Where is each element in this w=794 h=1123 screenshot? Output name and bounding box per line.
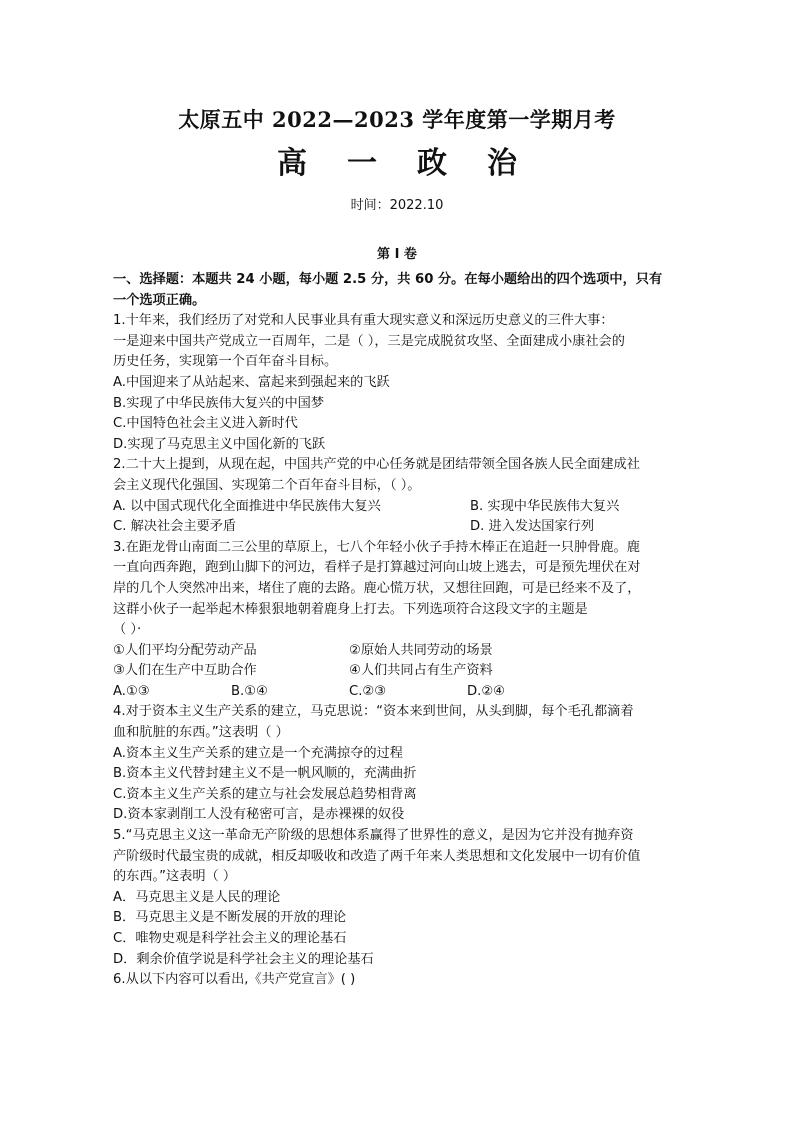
question-3-option: B.①④ — [231, 683, 268, 699]
question-2-option: C. 解决社会主要矛盾 — [113, 519, 237, 535]
question-2-stem: 会主义现代化强国、实现第二个百年奋斗目标，（ ）。 — [113, 477, 421, 493]
question-1-stem: 历史任务，实现第一个百年奋斗目标。 — [113, 354, 338, 370]
question-2-options-row — [113, 497, 686, 518]
question-5-stem: 5.“马克思主义这一革命无产阶级的思想体系赢得了世界性的意义，是因为它并没有抛弃资 — [113, 828, 634, 844]
question-4-option: C.资本主义生产关系的建立与社会发展总趋势相背离 — [113, 786, 417, 802]
subject-title — [0, 138, 794, 182]
subject-char: 一 — [347, 146, 377, 181]
question-4-stem: 4.对于资本主义生产关系的建立，马克思说：“资本来到世间，从头到脚，每个毛孔都滴着 — [113, 704, 634, 720]
question-5-stem: 的东西。”这表明（ ） — [113, 869, 237, 885]
exam-content — [113, 270, 686, 991]
question-4-option: B.资本主义代替封建主义不是一帆风顺的，充满曲折 — [113, 766, 417, 782]
question-5-option: C．唯物史观是科学社会主义的理论基石 — [113, 931, 347, 946]
question-4-option: A.资本主义生产关系的建立是一个充满掠夺的过程 — [113, 745, 403, 761]
question-2-option: A. 以中国式现代化全面推进中华民族伟大复兴 — [113, 498, 381, 514]
question-3-items-row — [113, 661, 686, 682]
question-5-option: A．马克思主义是人民的理论 — [113, 889, 281, 905]
question-2-option: B. 实现中华民族伟大复兴 — [470, 498, 620, 514]
question-2-option: D. 进入发达国家行列 — [470, 519, 595, 535]
question-4-stem: 血和肮脏的东西。”这表明（ ） — [113, 725, 289, 741]
question-5-option: D．剩余价值学说是科学社会主义的理论基石 — [113, 951, 374, 967]
question-3-option: C.②③ — [349, 683, 387, 699]
question-3-option: D.②④ — [467, 683, 505, 699]
question-1-stem: 一是迎来中国共产党成立一百周年，二是（ ），三是完成脱贫攻坚、全面建成小康社会的 — [113, 333, 625, 349]
subject-char: 高 — [277, 146, 307, 181]
question-1-stem: 1.十年来，我们经历了对党和人民事业具有重大现实意义和深远历史意义的三件大事： — [113, 313, 614, 329]
question-3-item: ①人们平均分配劳动产品 — [113, 642, 257, 658]
question-5-option: B．马克思主义是不断发展的开放的理论 — [113, 910, 347, 926]
subject-char: 政 — [417, 146, 447, 181]
question-4-option: D.资本家剥削工人没有秘密可言，是赤裸裸的奴役 — [113, 807, 405, 823]
question-3-option: A.①③ — [113, 683, 150, 699]
question-3-item: ④人们共同占有生产资料 — [349, 663, 493, 679]
question-1-option: C.中国特色社会主义进入新时代 — [113, 416, 298, 432]
question-3-item: ③人们在生产中互助合作 — [113, 663, 257, 679]
question-3-stem: 这群小伙子一起举起木棒狠狠地朝着鹿身上打去。下列选项符合这段文字的主题是 — [113, 601, 588, 617]
exam-title: 太原五中 2022—2023 学年度第一学期月考 — [178, 107, 616, 132]
subject-char: 治 — [487, 146, 517, 181]
question-3-stem: 一直向西奔跑，跑到山脚下的河边，看样子是打算越过河向山坡上逃去，可是预先埋伏在对 — [113, 560, 641, 576]
question-3-stem: （ ）· — [113, 622, 142, 638]
section-heading: 一、选择题：本题共 24 小题，每小题 2.5 分，共 60 分。在每小题给出的四个选项中，只有 — [113, 272, 663, 287]
volume-label: 第 I 卷 — [377, 247, 417, 262]
section-heading: 一个选项正确。 — [113, 292, 206, 308]
question-1-option: D.实现了马克思主义中国化新的飞跃 — [113, 436, 326, 452]
question-3-item: ②原始人共同劳动的场景 — [349, 642, 493, 658]
question-2-stem: 2.二十大上提到，从现在起，中国共产党的中心任务就是团结带领全国各族人民全面建成社 — [113, 457, 640, 473]
question-6-stem: 6.从以下内容可以看出,《共产党宣言》( ) — [113, 972, 356, 988]
question-3-stem: 岸的几个人突然冲出来，堵住了鹿的去路。鹿心慌万状，又想往回跑，可是已经来不及了， — [113, 580, 641, 596]
question-1-option: B.实现了中华民族伟大复兴的中国梦 — [113, 395, 325, 411]
question-2-options-row — [113, 517, 686, 538]
exam-time: 时间：2022.10 — [350, 198, 444, 213]
question-3-items-row — [113, 641, 686, 662]
question-3-stem: 3.在距龙骨山南面二三公里的草原上，七八个年轻小伙子手持木棒正在追赶一只肿骨鹿。鹿 — [113, 539, 640, 555]
question-3-options-row — [113, 682, 686, 703]
question-1-option: A.中国迎来了从站起来、富起来到强起来的飞跃 — [113, 374, 390, 390]
question-5-stem: 产阶级时代最宝贵的成就，相反却吸收和改造了两千年来人类思想和文化发展中一切有价值 — [113, 848, 641, 864]
